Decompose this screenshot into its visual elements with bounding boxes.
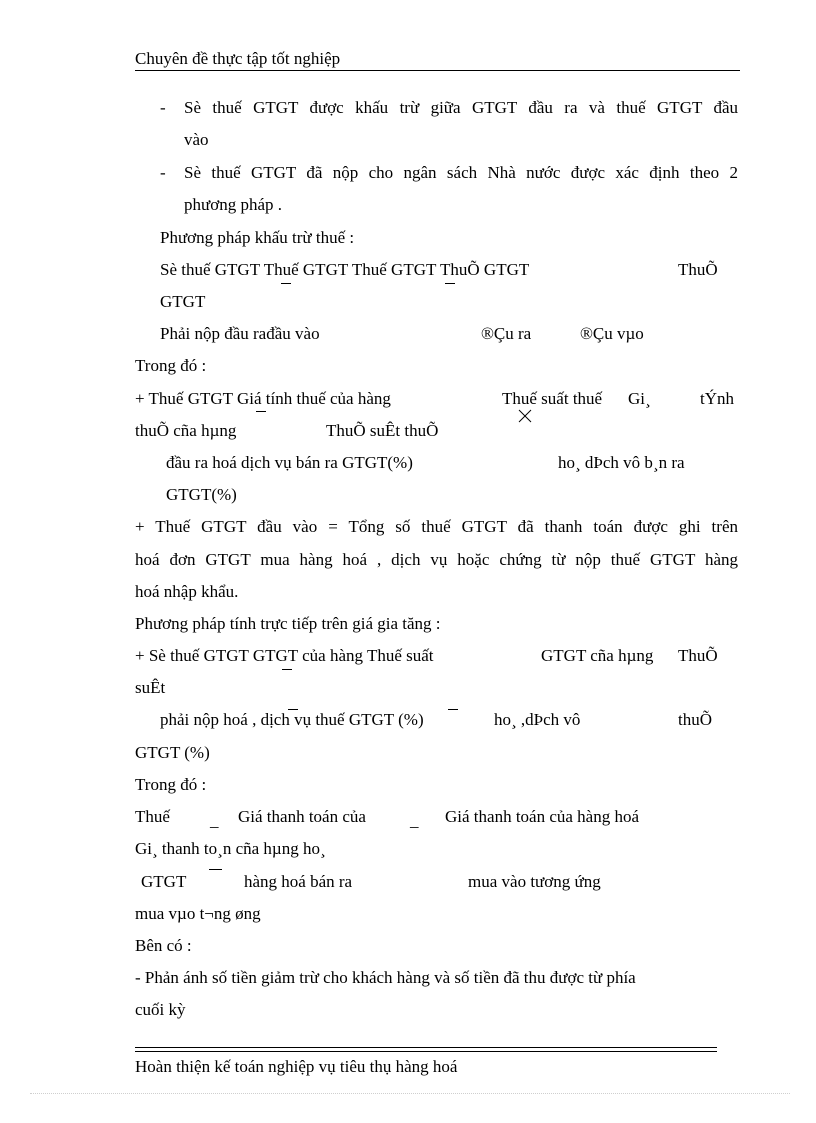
formula-text: Giá thanh toán của hàng hoá [445,807,640,826]
bullet-dash: - [160,163,166,182]
formula-text: Gi¸ thanh to¸n cña hµng ho¸ [135,839,326,858]
formula-text: tÝnh [700,389,734,408]
page-bottom-dotted-line [30,1093,790,1094]
ben-co-label: Bên có : [135,936,192,955]
formula-dash: _ [410,811,419,830]
formula-text: + Thuế GTGT Giá tính thuế của hàng [135,389,391,408]
page-header: Chuyên đề thực tập tốt nghiệp [135,49,341,68]
formula-text: ®Çu vµo [580,324,644,343]
formula-text: suÊt [135,678,166,697]
paragraph-line: hoá đơn GTGT mua hàng hoá , dịch vụ hoặc chứng từ nộp thuế GTGT hàng [135,550,738,569]
bullet-dash: - [160,98,166,117]
formula-row: Sè thuế GTGT Thuế GTGT Thuế GTGT ThuÕ GTGT [160,260,530,279]
formula-text: mua vµo t¬ng øng [135,904,261,923]
formula-text: ThuÕ suÊt thuÕ [326,421,439,440]
method2-title: Phương pháp tính trực tiếp trên giá gia tăng : [135,614,441,633]
formula-overline [288,709,298,710]
formula-text: thuÕ cña hµng [135,421,237,440]
formula-text: thuÕ [678,710,712,729]
formula-text: GTGT [160,292,206,311]
bullet-text: Sè thuế GTGT đã nộp cho ngân sách Nhà nước được xác định theo 2 [184,163,738,182]
formula-text: GTGT(%) [166,485,237,504]
formula-text: ®Çu ra [481,324,532,343]
footer-rule [135,1051,717,1052]
formula-text: đầu ra hoá dịch vụ bán ra GTGT(%) [166,453,413,472]
footer-rule [135,1047,717,1048]
formula-overline [282,669,292,670]
formula-text: GTGT cña hµng [541,646,654,665]
formula-text: mua vào tương ứng [468,872,601,891]
formula-text: Giá thanh toán của [238,807,366,826]
multiply-icon [517,408,533,424]
method1-title: Phương pháp khấu trừ thuế : [160,228,355,247]
formula-overline [445,283,455,284]
formula-overline [448,709,458,710]
formula-dash: _ [210,811,219,830]
formula-text: ho¸ dÞch vô b¸n ra [558,453,685,472]
bullet-text-wrap: vào [184,130,209,149]
formula-text: Gi¸ [628,389,651,408]
paragraph-line: - Phản ánh số tiền giảm trừ cho khách hàng và số tiền đã thu được từ phía [135,968,636,987]
formula-overline [281,283,291,284]
formula-text: Thuế suất thuế [502,389,603,408]
formula-row: + Sè thuế GTGT GTGT của hàng Thuế suất [135,646,434,665]
formula-text: ThuÕ [678,646,718,665]
paragraph-line: + Thuế GTGT đầu vào = Tổng số thuế GTGT đã thanh toán được ghi trên [135,517,738,536]
page-footer: Hoàn thiện kế toán nghiệp vụ tiêu thụ hàng hoá [135,1057,458,1076]
formula-row: phải nộp hoá , dịch vụ thuế GTGT (%) [160,710,424,729]
formula-overline [256,411,266,412]
trong-do-label: Trong đó : [135,356,207,375]
formula-text: ThuÕ [678,260,718,279]
bullet-text-wrap: phương pháp . [184,195,282,214]
trong-do-label: Trong đó : [135,775,207,794]
formula-row: Phải nộp đầu rađầu vào [160,324,320,343]
formula-text: GTGT [141,872,187,891]
paragraph-line: hoá nhập khẩu. [135,582,239,601]
formula-text: GTGT (%) [135,743,210,762]
formula-text: hàng hoá bán ra [244,872,353,891]
paragraph-line: cuối kỳ [135,1000,186,1019]
formula-overline [209,869,222,870]
header-rule [135,70,740,71]
bullet-text: Sè thuế GTGT được khấu trừ giữa GTGT đầu ra và thuế GTGT đầu [184,98,738,117]
formula-text: Thuế [135,807,170,826]
formula-text: ho¸ ,dÞch vô [494,710,581,729]
